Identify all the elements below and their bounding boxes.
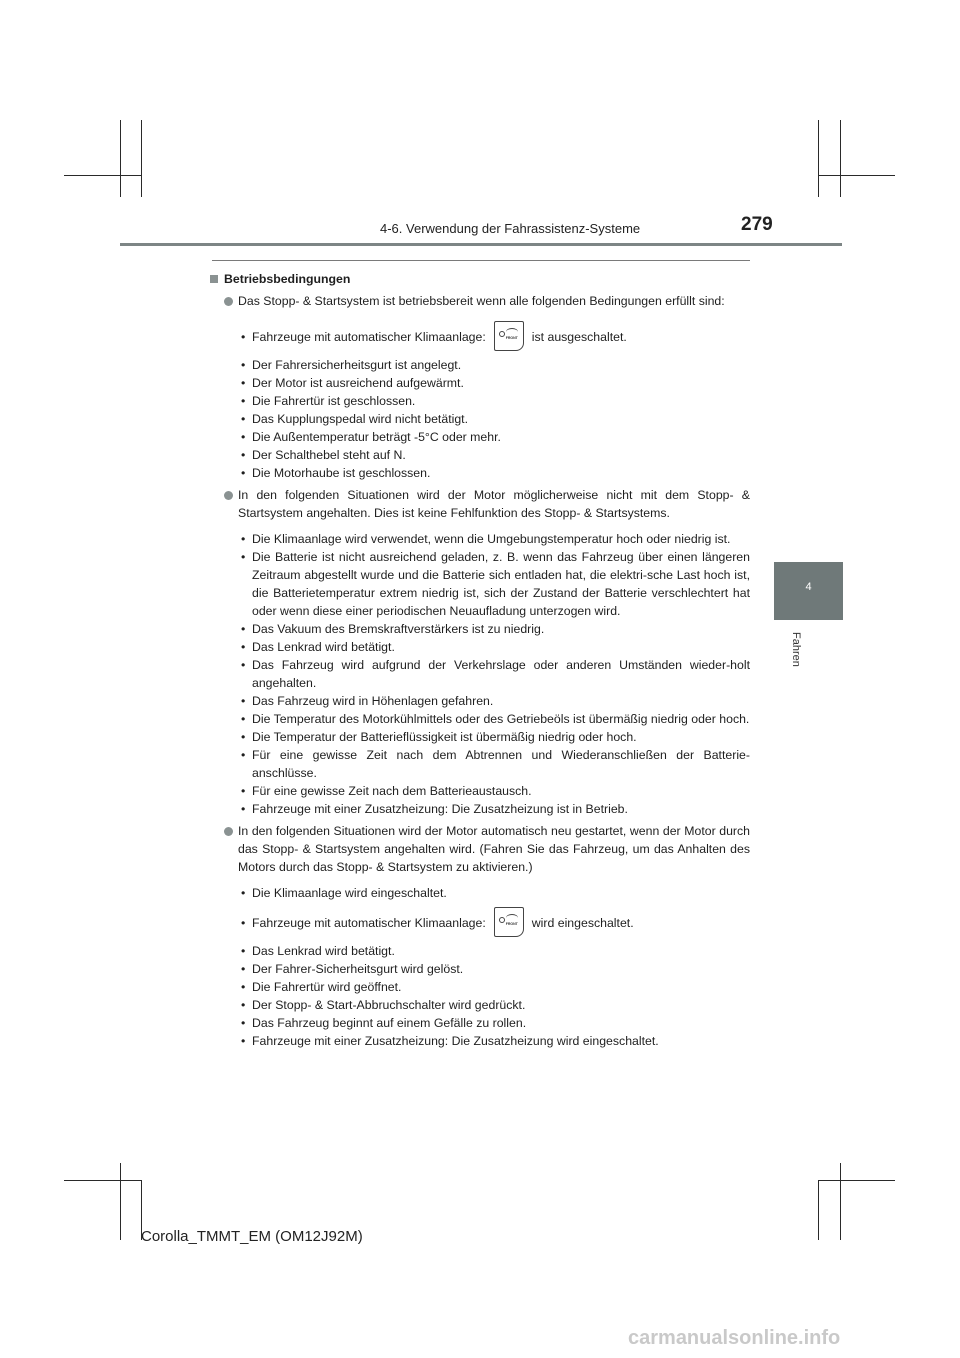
list-item: • Der Stopp- & Start-Abbruchschalter wird gedrückt. [210,996,750,1014]
list-item: • Die Temperatur der Batterieflüssigkeit ist übermäßig niedrig oder hoch. [210,728,750,746]
list-item: • Die Klimaanlage wird verwendet, wenn die Umgebungstemperatur hoch oder niedrig ist. [210,530,750,548]
front-defroster-button-icon [494,321,524,351]
button-icon-text: FRONT [505,335,518,340]
list-item: • Die Batterie ist nicht ausreichend geladen, z. B. wenn das Fahrzeug über einen längeren Zeitraum abgestellt wurde und die Batterie sich entladen hat, die elektri-sche Last hoch ist, die Batterietemperatur extrem niedrig ist, sich der Zustand der Batterie verschlechtert hat oder wenn diese einer periodischen Neuaufladung unterzogen wird. [210,548,750,620]
crop-mark [64,1180,141,1181]
list-item: • Die Temperatur des Motorkühlmittels oder des Getriebeöls ist übermäßig niedrig oder hoch. [210,710,750,728]
watermark: carmanualsonline.info [628,1327,841,1349]
section-title: 4-6. Verwendung der Fahrassistenz-Systeme [380,221,641,236]
chapter-number: 4 [805,581,812,593]
button-icon-text: FRONT [505,921,518,926]
list-item: • Das Lenkrad wird betätigt. [210,942,750,960]
chapter-label [788,632,802,676]
list-item-text: Fahrzeuge mit automatischer Klimaanlage: [252,916,486,930]
main-content [210,270,750,1052]
list-item-text: Fahrzeuge mit automatischer Klimaanlage: [252,330,486,344]
crop-mark [120,120,121,197]
crop-mark [64,175,141,176]
block-heading [210,270,750,288]
list-item: • Die Motorhaube ist geschlossen. [210,464,750,482]
chapter-tab [774,562,843,620]
front-defroster-button-icon [494,907,524,937]
list-item: • Die Klimaanlage wird eingeschaltet. [210,884,750,902]
list-item: • Der Fahrer-Sicherheitsgurt wird gelöst. [210,960,750,978]
document-code: Corolla_TMMT_EM (OM12J92M) [141,1228,363,1245]
list-item: • Das Fahrzeug beginnt auf einem Gefälle zu rollen. [210,1014,750,1032]
list-item: • Fahrzeuge mit einer Zusatzheizung: Die Zusatzheizung wird eingeschaltet. [210,1032,750,1050]
paragraph-text: In den folgenden Situationen wird der Motor automatisch neu gestartet, wenn der Motor durch das Stopp- & Startsystem angehalten wird. (Fahren Sie das Fahrzeug, um das Anhalten des Motors durch das Stopp- & Startsystem zu aktivieren.) [238,824,750,874]
list-item: • Der Fahrersicherheitsgurt ist angelegt. [210,356,750,374]
crop-mark [840,120,841,197]
list-item: • Der Motor ist ausreichend aufgewärmt. [210,374,750,392]
crop-mark [840,1163,841,1240]
content-rule [212,260,750,261]
list-item-text: ist ausgeschaltet. [531,330,627,344]
crop-mark [141,120,142,197]
crop-mark [818,1180,819,1240]
crop-mark [120,1163,121,1240]
crop-mark [818,1180,895,1181]
list-item: • Das Vakuum des Bremskraftverstärkers ist zu niedrig. [210,620,750,638]
list-item: • Für eine gewisse Zeit nach dem Abtrennen und Wiederanschließen der Batterie-anschlüsse. [210,746,750,782]
list-item: • Das Lenkrad wird betätigt. [210,638,750,656]
list-item: • Der Schalthebel steht auf N. [210,446,750,464]
list-item: • Das Fahrzeug wird aufgrund der Verkehrslage oder anderen Umständen wieder-holt angehalten. [210,656,750,692]
list-item: • Für eine gewisse Zeit nach dem Batterieaustausch. [210,782,750,800]
condition-paragraph [210,486,750,522]
condition-list [210,884,750,1050]
crop-mark [818,175,895,176]
list-item: • Fahrzeuge mit einer Zusatzheizung: Die Zusatzheizung ist in Betrieb. [210,800,750,818]
block-heading-text: Betriebsbedingungen [224,272,351,286]
chapter-label-text: Fahren [790,632,802,667]
circle-bullet-icon [224,827,233,836]
condition-list [210,322,750,482]
circle-bullet-icon [224,491,233,500]
list-item: • Das Kupplungspedal wird nicht betätigt. [210,410,750,428]
list-item: • Die Außentemperatur beträgt -5°C oder mehr. [210,428,750,446]
list-item [210,908,750,938]
page-number: 279 [741,214,773,235]
list-item: • Das Fahrzeug wird in Höhenlagen gefahren. [210,692,750,710]
square-bullet-icon [210,275,218,283]
header-rule [120,243,842,246]
crop-mark [818,120,819,197]
circle-bullet-icon [224,297,233,306]
list-item: • Die Fahrertür wird geöffnet. [210,978,750,996]
list-item-text: wird eingeschaltet. [531,916,634,930]
condition-paragraph [210,822,750,876]
condition-list [210,530,750,818]
list-item: • Die Fahrertür ist geschlossen. [210,392,750,410]
condition-paragraph [210,292,750,310]
list-item [210,322,750,352]
paragraph-text: In den folgenden Situationen wird der Motor möglicherweise nicht mit dem Stopp- & Startsystem angehalten. Dies ist keine Fehlfunktion des Stopp- & Startsystems. [238,488,750,520]
paragraph-text: Das Stopp- & Startsystem ist betriebsbereit wenn alle folgenden Bedingungen erfüllt sind: [238,294,725,308]
